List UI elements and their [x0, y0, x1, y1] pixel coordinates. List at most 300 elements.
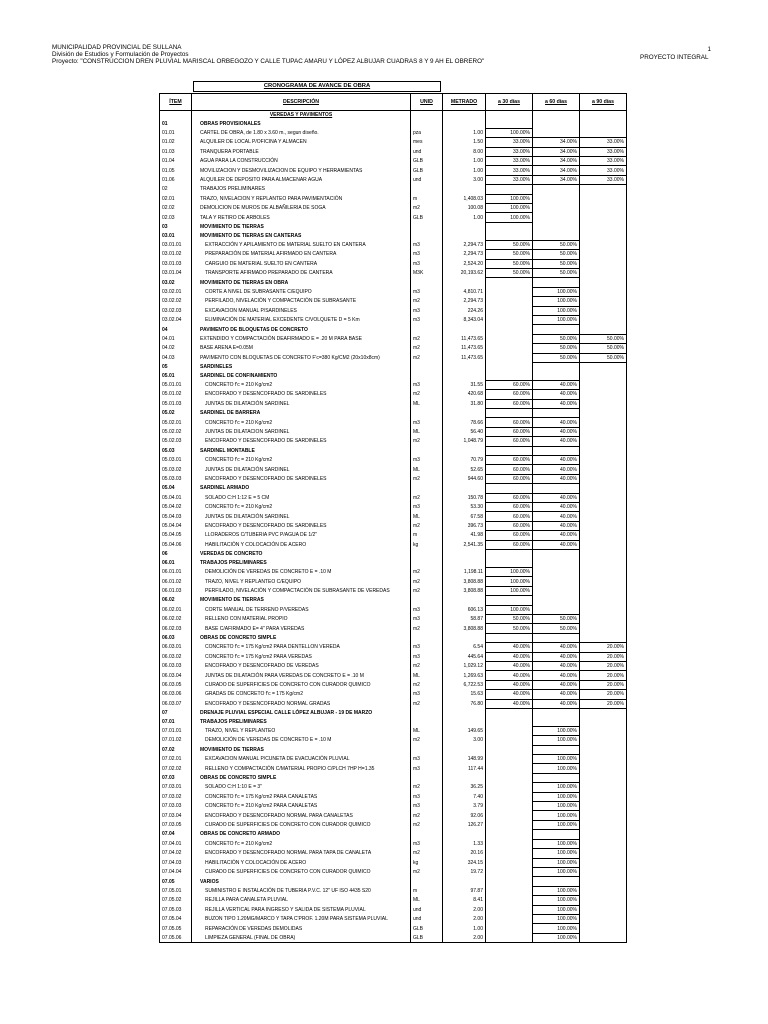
row-quantity	[443, 371, 486, 380]
row-unit: m2	[411, 353, 443, 362]
row-item: 07.05	[160, 877, 192, 886]
row-item: 03.02.02	[160, 297, 192, 306]
row-description: CURADO DE SUPERFICIES DE CONCRETO CON CURADOR QUIMICO	[192, 680, 411, 689]
row-item: 03.01	[160, 231, 192, 240]
row-quantity: 31.55	[443, 380, 486, 389]
row-quantity: 100.08	[443, 204, 486, 213]
row-unit: GLB	[411, 213, 443, 222]
row-unit	[411, 362, 443, 371]
row-unit	[411, 278, 443, 287]
row-description: REJILLA VERTICAL PARA INGRESO Y SALIDA DE SISTEMA PLUVIAL	[192, 905, 411, 914]
col-header-description: DESCRIPCIÓN	[192, 94, 411, 111]
row-30-days: 60.00%	[486, 512, 533, 521]
row-60-days	[533, 325, 580, 334]
row-30-days: 40.00%	[486, 652, 533, 661]
row-description: TRABAJOS PRELIMINARES	[192, 185, 411, 194]
row-unit: GLB	[411, 166, 443, 175]
table-row	[160, 418, 627, 427]
table-row	[160, 306, 627, 315]
row-description: SARDINEL DE CONFINAMIENTO	[192, 371, 411, 380]
row-unit	[411, 119, 443, 128]
row-item: 03.01.01	[160, 240, 192, 249]
row-30-days: 100.00%	[486, 213, 533, 222]
row-description: CONCRETO f'c = 175 Kg/cm2 PARA DENTELLON VEREDA	[192, 643, 411, 652]
row-30-days: 33.00%	[486, 147, 533, 156]
row-quantity	[443, 550, 486, 559]
row-30-days	[486, 111, 533, 120]
row-60-days: 100.00%	[533, 764, 580, 773]
row-30-days	[486, 802, 533, 811]
row-description: TRAZO, NIVEL Y REPLANTEO	[192, 726, 411, 735]
row-item: 05.04.04	[160, 521, 192, 530]
row-unit: kg	[411, 540, 443, 549]
schedule-rows	[160, 111, 627, 943]
row-description: CONCRETO f'c = 175 Kg/cm2 PARA CANALETAS	[192, 792, 411, 801]
row-item: 05.02	[160, 409, 192, 418]
row-30-days	[486, 726, 533, 735]
row-quantity: 2,541.35	[443, 540, 486, 549]
row-unit	[411, 745, 443, 754]
row-description: MOVIMIENTO DE TIERRAS EN OBRA	[192, 278, 411, 287]
table-row	[160, 643, 627, 652]
row-item: 02.02	[160, 204, 192, 213]
row-description: BASE ARENA E=0.05M	[192, 344, 411, 353]
row-description: SARDINEL MONTABLE	[192, 446, 411, 455]
row-quantity: 1,198.11	[443, 567, 486, 576]
row-30-days	[486, 896, 533, 905]
row-60-days: 100.00%	[533, 726, 580, 735]
row-quantity: 58.87	[443, 614, 486, 623]
row-description: ENCOFRADO Y DESENCOFRADO DE VEREDAS	[192, 661, 411, 670]
row-90-days	[580, 240, 627, 249]
row-90-days	[580, 250, 627, 259]
row-unit: m2	[411, 567, 443, 576]
row-30-days	[486, 745, 533, 754]
row-quantity: 8,343.04	[443, 315, 486, 324]
row-description: SARDINEL ARMADO	[192, 484, 411, 493]
row-90-days: 33.00%	[580, 138, 627, 147]
row-item: 07.05.06	[160, 933, 192, 942]
row-quantity: 3,808.88	[443, 577, 486, 586]
row-90-days	[580, 773, 627, 782]
row-item: 05.03.02	[160, 465, 192, 474]
row-item: 06.02.03	[160, 624, 192, 633]
row-quantity: 20,193.62	[443, 268, 486, 277]
table-row	[160, 699, 627, 708]
row-item: 07.01	[160, 717, 192, 726]
row-60-days: 40.00%	[533, 503, 580, 512]
row-90-days	[580, 736, 627, 745]
row-90-days	[580, 194, 627, 203]
row-unit: m2	[411, 661, 443, 670]
table-row	[160, 596, 627, 605]
row-quantity: 1,269.63	[443, 671, 486, 680]
row-item: 04	[160, 325, 192, 334]
row-quantity: 1.33	[443, 839, 486, 848]
row-60-days	[533, 213, 580, 222]
row-90-days	[580, 531, 627, 540]
row-description: EXCAVACION MANUAL P/CUNETA DE EVACUACIÓN PLUVIAL	[192, 755, 411, 764]
row-quantity: 19.72	[443, 867, 486, 876]
row-90-days: 33.00%	[580, 166, 627, 175]
row-quantity: 31.80	[443, 399, 486, 408]
row-item: 01.05	[160, 166, 192, 175]
row-60-days	[533, 830, 580, 839]
row-item: 07.03.05	[160, 820, 192, 829]
row-60-days	[533, 362, 580, 371]
row-30-days	[486, 709, 533, 718]
row-30-days: 60.00%	[486, 437, 533, 446]
row-quantity: 606.13	[443, 605, 486, 614]
row-unit: ML	[411, 465, 443, 474]
row-30-days: 33.00%	[486, 166, 533, 175]
row-30-days	[486, 409, 533, 418]
row-item: 03.02.01	[160, 287, 192, 296]
table-row	[160, 680, 627, 689]
table-row	[160, 427, 627, 436]
row-quantity	[443, 446, 486, 455]
row-quantity: 7.40	[443, 792, 486, 801]
row-unit	[411, 830, 443, 839]
row-item: 05.01.03	[160, 399, 192, 408]
table-row	[160, 614, 627, 623]
row-90-days	[580, 605, 627, 614]
table-row	[160, 820, 627, 829]
row-60-days: 50.00%	[533, 614, 580, 623]
table-row	[160, 446, 627, 455]
row-description: BASE C/AFIRMADO E= 4" PARA VEREDAS	[192, 624, 411, 633]
row-unit: m3	[411, 605, 443, 614]
row-30-days: 40.00%	[486, 699, 533, 708]
table-row	[160, 531, 627, 540]
row-item: 06.02	[160, 596, 192, 605]
row-unit	[411, 222, 443, 231]
row-30-days	[486, 811, 533, 820]
row-unit: m3	[411, 240, 443, 249]
row-30-days: 60.00%	[486, 380, 533, 389]
row-30-days	[486, 717, 533, 726]
row-item: 07	[160, 709, 192, 718]
row-item: 02.03	[160, 213, 192, 222]
row-30-days: 100.00%	[486, 577, 533, 586]
row-60-days: 40.00%	[533, 531, 580, 540]
table-row	[160, 736, 627, 745]
row-description: ENCOFRADO Y DESENCOFRADO NORMAL GRADAS	[192, 699, 411, 708]
row-60-days: 34.00%	[533, 147, 580, 156]
row-90-days: 20.00%	[580, 699, 627, 708]
row-description: RELLENO CON MATERIAL PROPIO	[192, 614, 411, 623]
row-90-days	[580, 390, 627, 399]
row-quantity	[443, 745, 486, 754]
row-90-days	[580, 119, 627, 128]
row-60-days	[533, 111, 580, 120]
row-item: 06.03.06	[160, 690, 192, 699]
row-unit: m2	[411, 736, 443, 745]
row-quantity: 6.54	[443, 643, 486, 652]
row-item	[160, 111, 192, 120]
row-30-days	[486, 736, 533, 745]
row-quantity: 4,810.71	[443, 287, 486, 296]
row-unit	[411, 773, 443, 782]
row-90-days	[580, 877, 627, 886]
row-item: 03.01.03	[160, 259, 192, 268]
row-60-days	[533, 119, 580, 128]
row-item: 03.02	[160, 278, 192, 287]
row-item: 03.01.04	[160, 268, 192, 277]
row-60-days: 100.00%	[533, 867, 580, 876]
row-30-days: 50.00%	[486, 259, 533, 268]
row-quantity: 3.00	[443, 175, 486, 184]
row-item: 06	[160, 550, 192, 559]
row-90-days	[580, 409, 627, 418]
row-item: 01	[160, 119, 192, 128]
project-tag: PROYECTO INTEGRAL	[640, 54, 709, 61]
row-60-days: 50.00%	[533, 250, 580, 259]
row-90-days	[580, 437, 627, 446]
row-unit: GLB	[411, 933, 443, 942]
row-item: 06.01.01	[160, 567, 192, 576]
row-90-days: 20.00%	[580, 690, 627, 699]
row-unit: m3	[411, 839, 443, 848]
row-item: 07.04	[160, 830, 192, 839]
schedule-table	[159, 93, 627, 943]
row-description: DEMOLICIÓN DE VEREDAS DE CONCRETO E = .10 M	[192, 736, 411, 745]
row-60-days: 100.00%	[533, 886, 580, 895]
row-item: 07.05.05	[160, 924, 192, 933]
table-row	[160, 213, 627, 222]
row-quantity: 15.63	[443, 690, 486, 699]
row-quantity: 1.00	[443, 128, 486, 137]
row-item: 05	[160, 362, 192, 371]
table-row	[160, 709, 627, 718]
row-unit	[411, 633, 443, 642]
row-90-days	[580, 222, 627, 231]
row-unit: m2	[411, 811, 443, 820]
row-quantity: 2,524.20	[443, 259, 486, 268]
row-quantity	[443, 325, 486, 334]
table-row	[160, 605, 627, 614]
row-60-days	[533, 371, 580, 380]
row-90-days	[580, 446, 627, 455]
row-description: RELLENO Y COMPACTACIÓN C/MATERIAL PROPIO C/PLCH 7HP H=1.35	[192, 764, 411, 773]
row-30-days: 50.00%	[486, 614, 533, 623]
row-60-days: 40.00%	[533, 390, 580, 399]
row-60-days: 100.00%	[533, 792, 580, 801]
row-unit: m3	[411, 250, 443, 259]
row-description: CONCRETO f'c = 210 Kg/cm2 PARA CANALETAS	[192, 802, 411, 811]
row-90-days: 20.00%	[580, 652, 627, 661]
municipality-name: MUNICIPALIDAD PROVINCIAL DE SULLANA	[52, 44, 182, 51]
table-row	[160, 905, 627, 914]
row-quantity: 97.87	[443, 886, 486, 895]
row-unit: GLB	[411, 924, 443, 933]
row-quantity	[443, 362, 486, 371]
row-90-days	[580, 802, 627, 811]
row-60-days	[533, 567, 580, 576]
row-quantity	[443, 231, 486, 240]
row-90-days	[580, 306, 627, 315]
row-description: SARDINEL DE BARRERA	[192, 409, 411, 418]
row-description: VEREDAS Y PAVIMENTOS	[192, 111, 411, 120]
row-60-days	[533, 745, 580, 754]
row-60-days	[533, 605, 580, 614]
row-60-days: 100.00%	[533, 858, 580, 867]
row-description: MOVIMIENTO DE TIERRAS	[192, 222, 411, 231]
row-90-days	[580, 213, 627, 222]
row-30-days	[486, 849, 533, 858]
row-unit: m3	[411, 456, 443, 465]
row-30-days	[486, 755, 533, 764]
row-quantity	[443, 877, 486, 886]
table-row	[160, 138, 627, 147]
row-90-days	[580, 830, 627, 839]
row-30-days	[486, 306, 533, 315]
row-item: 05.02.02	[160, 427, 192, 436]
row-30-days	[486, 287, 533, 296]
row-30-days: 60.00%	[486, 427, 533, 436]
table-row	[160, 745, 627, 754]
row-60-days: 40.00%	[533, 540, 580, 549]
row-60-days: 40.00%	[533, 661, 580, 670]
row-quantity: 92.06	[443, 811, 486, 820]
row-unit: m3	[411, 259, 443, 268]
row-60-days: 40.00%	[533, 643, 580, 652]
row-item: 06.03.07	[160, 699, 192, 708]
row-description: SOLADO C:H 1:10 E = 3"	[192, 783, 411, 792]
row-30-days: 60.00%	[486, 474, 533, 483]
row-30-days: 60.00%	[486, 390, 533, 399]
row-description: ALQUILER DE DEPOSITO PARA ALMACENAR AGUA	[192, 175, 411, 184]
table-row	[160, 493, 627, 502]
row-description: ENCOFRADO Y DESENCOFRADO DE SARDINELES	[192, 521, 411, 530]
row-quantity	[443, 709, 486, 718]
row-description: CONCRETO f'c = 175 Kg/cm2 PARA VEREDAS	[192, 652, 411, 661]
row-90-days	[580, 745, 627, 754]
row-60-days: 100.00%	[533, 306, 580, 315]
row-item: 05.03.01	[160, 456, 192, 465]
row-quantity: 2.00	[443, 914, 486, 923]
row-unit: GLB	[411, 157, 443, 166]
row-90-days	[580, 231, 627, 240]
row-unit: m3	[411, 643, 443, 652]
row-quantity: 2.00	[443, 905, 486, 914]
row-unit: m3	[411, 418, 443, 427]
table-row	[160, 867, 627, 876]
row-quantity: 8.41	[443, 896, 486, 905]
row-60-days: 40.00%	[533, 437, 580, 446]
row-item: 01.06	[160, 175, 192, 184]
row-item: 03.02.04	[160, 315, 192, 324]
row-unit: m2	[411, 297, 443, 306]
table-row	[160, 371, 627, 380]
row-quantity: 1.50	[443, 138, 486, 147]
row-quantity: 2.00	[443, 933, 486, 942]
table-row	[160, 259, 627, 268]
row-60-days: 34.00%	[533, 166, 580, 175]
row-unit	[411, 717, 443, 726]
row-30-days	[486, 185, 533, 194]
row-description: OBRAS DE CONCRETO SIMPLE	[192, 633, 411, 642]
row-description: EXCAVACION MANUAL P/SARDINELES	[192, 306, 411, 315]
table-row	[160, 353, 627, 362]
row-unit	[411, 325, 443, 334]
row-30-days	[486, 886, 533, 895]
row-90-days	[580, 278, 627, 287]
row-quantity	[443, 111, 486, 120]
row-unit: und	[411, 175, 443, 184]
row-90-days	[580, 362, 627, 371]
row-60-days: 40.00%	[533, 465, 580, 474]
row-unit: m2	[411, 344, 443, 353]
row-item: 06.01.02	[160, 577, 192, 586]
row-90-days	[580, 259, 627, 268]
row-90-days: 20.00%	[580, 680, 627, 689]
row-90-days	[580, 325, 627, 334]
row-item: 05.04.03	[160, 512, 192, 521]
row-unit	[411, 111, 443, 120]
row-90-days	[580, 111, 627, 120]
row-unit: m	[411, 886, 443, 895]
table-row	[160, 924, 627, 933]
row-60-days	[533, 185, 580, 194]
row-60-days: 100.00%	[533, 736, 580, 745]
row-item: 07.02.01	[160, 755, 192, 764]
table-row	[160, 484, 627, 493]
row-unit	[411, 559, 443, 568]
col-header-90-days: a 90 días	[580, 94, 627, 111]
table-row	[160, 755, 627, 764]
row-description: SOLADO C:H 1:12 E = 5 CM	[192, 493, 411, 502]
row-60-days: 100.00%	[533, 297, 580, 306]
row-90-days	[580, 427, 627, 436]
row-description: OBRAS DE CONCRETO SIMPLE	[192, 773, 411, 782]
row-quantity: 1.00	[443, 213, 486, 222]
row-description: TRABAJOS PRELIMINARES	[192, 717, 411, 726]
table-row	[160, 540, 627, 549]
row-90-days	[580, 128, 627, 137]
row-90-days	[580, 567, 627, 576]
row-unit	[411, 484, 443, 493]
row-quantity	[443, 222, 486, 231]
table-row	[160, 119, 627, 128]
row-90-days	[580, 521, 627, 530]
row-90-days	[580, 792, 627, 801]
row-item: 04.02	[160, 344, 192, 353]
row-90-days	[580, 456, 627, 465]
row-90-days	[580, 465, 627, 474]
row-item: 06.03.05	[160, 680, 192, 689]
row-unit: m2	[411, 204, 443, 213]
row-item: 02	[160, 185, 192, 194]
table-row	[160, 503, 627, 512]
schedule-title: CRONOGRAMA DE AVANCE DE OBRA	[193, 81, 441, 92]
row-60-days	[533, 717, 580, 726]
row-90-days	[580, 886, 627, 895]
table-row	[160, 268, 627, 277]
row-30-days	[486, 596, 533, 605]
document-header	[52, 44, 484, 65]
table-row	[160, 175, 627, 184]
table-row	[160, 690, 627, 699]
row-90-days: 33.00%	[580, 147, 627, 156]
row-description: REJILLA PARA CANALETA PLUVIAL	[192, 896, 411, 905]
col-header-unit: UNID	[411, 94, 443, 111]
row-quantity: 1,048.79	[443, 437, 486, 446]
row-description: CORTE MANUAL DE TERRENO P/VEREDAS	[192, 605, 411, 614]
row-unit: ML	[411, 512, 443, 521]
row-30-days	[486, 877, 533, 886]
row-item: 07.03	[160, 773, 192, 782]
